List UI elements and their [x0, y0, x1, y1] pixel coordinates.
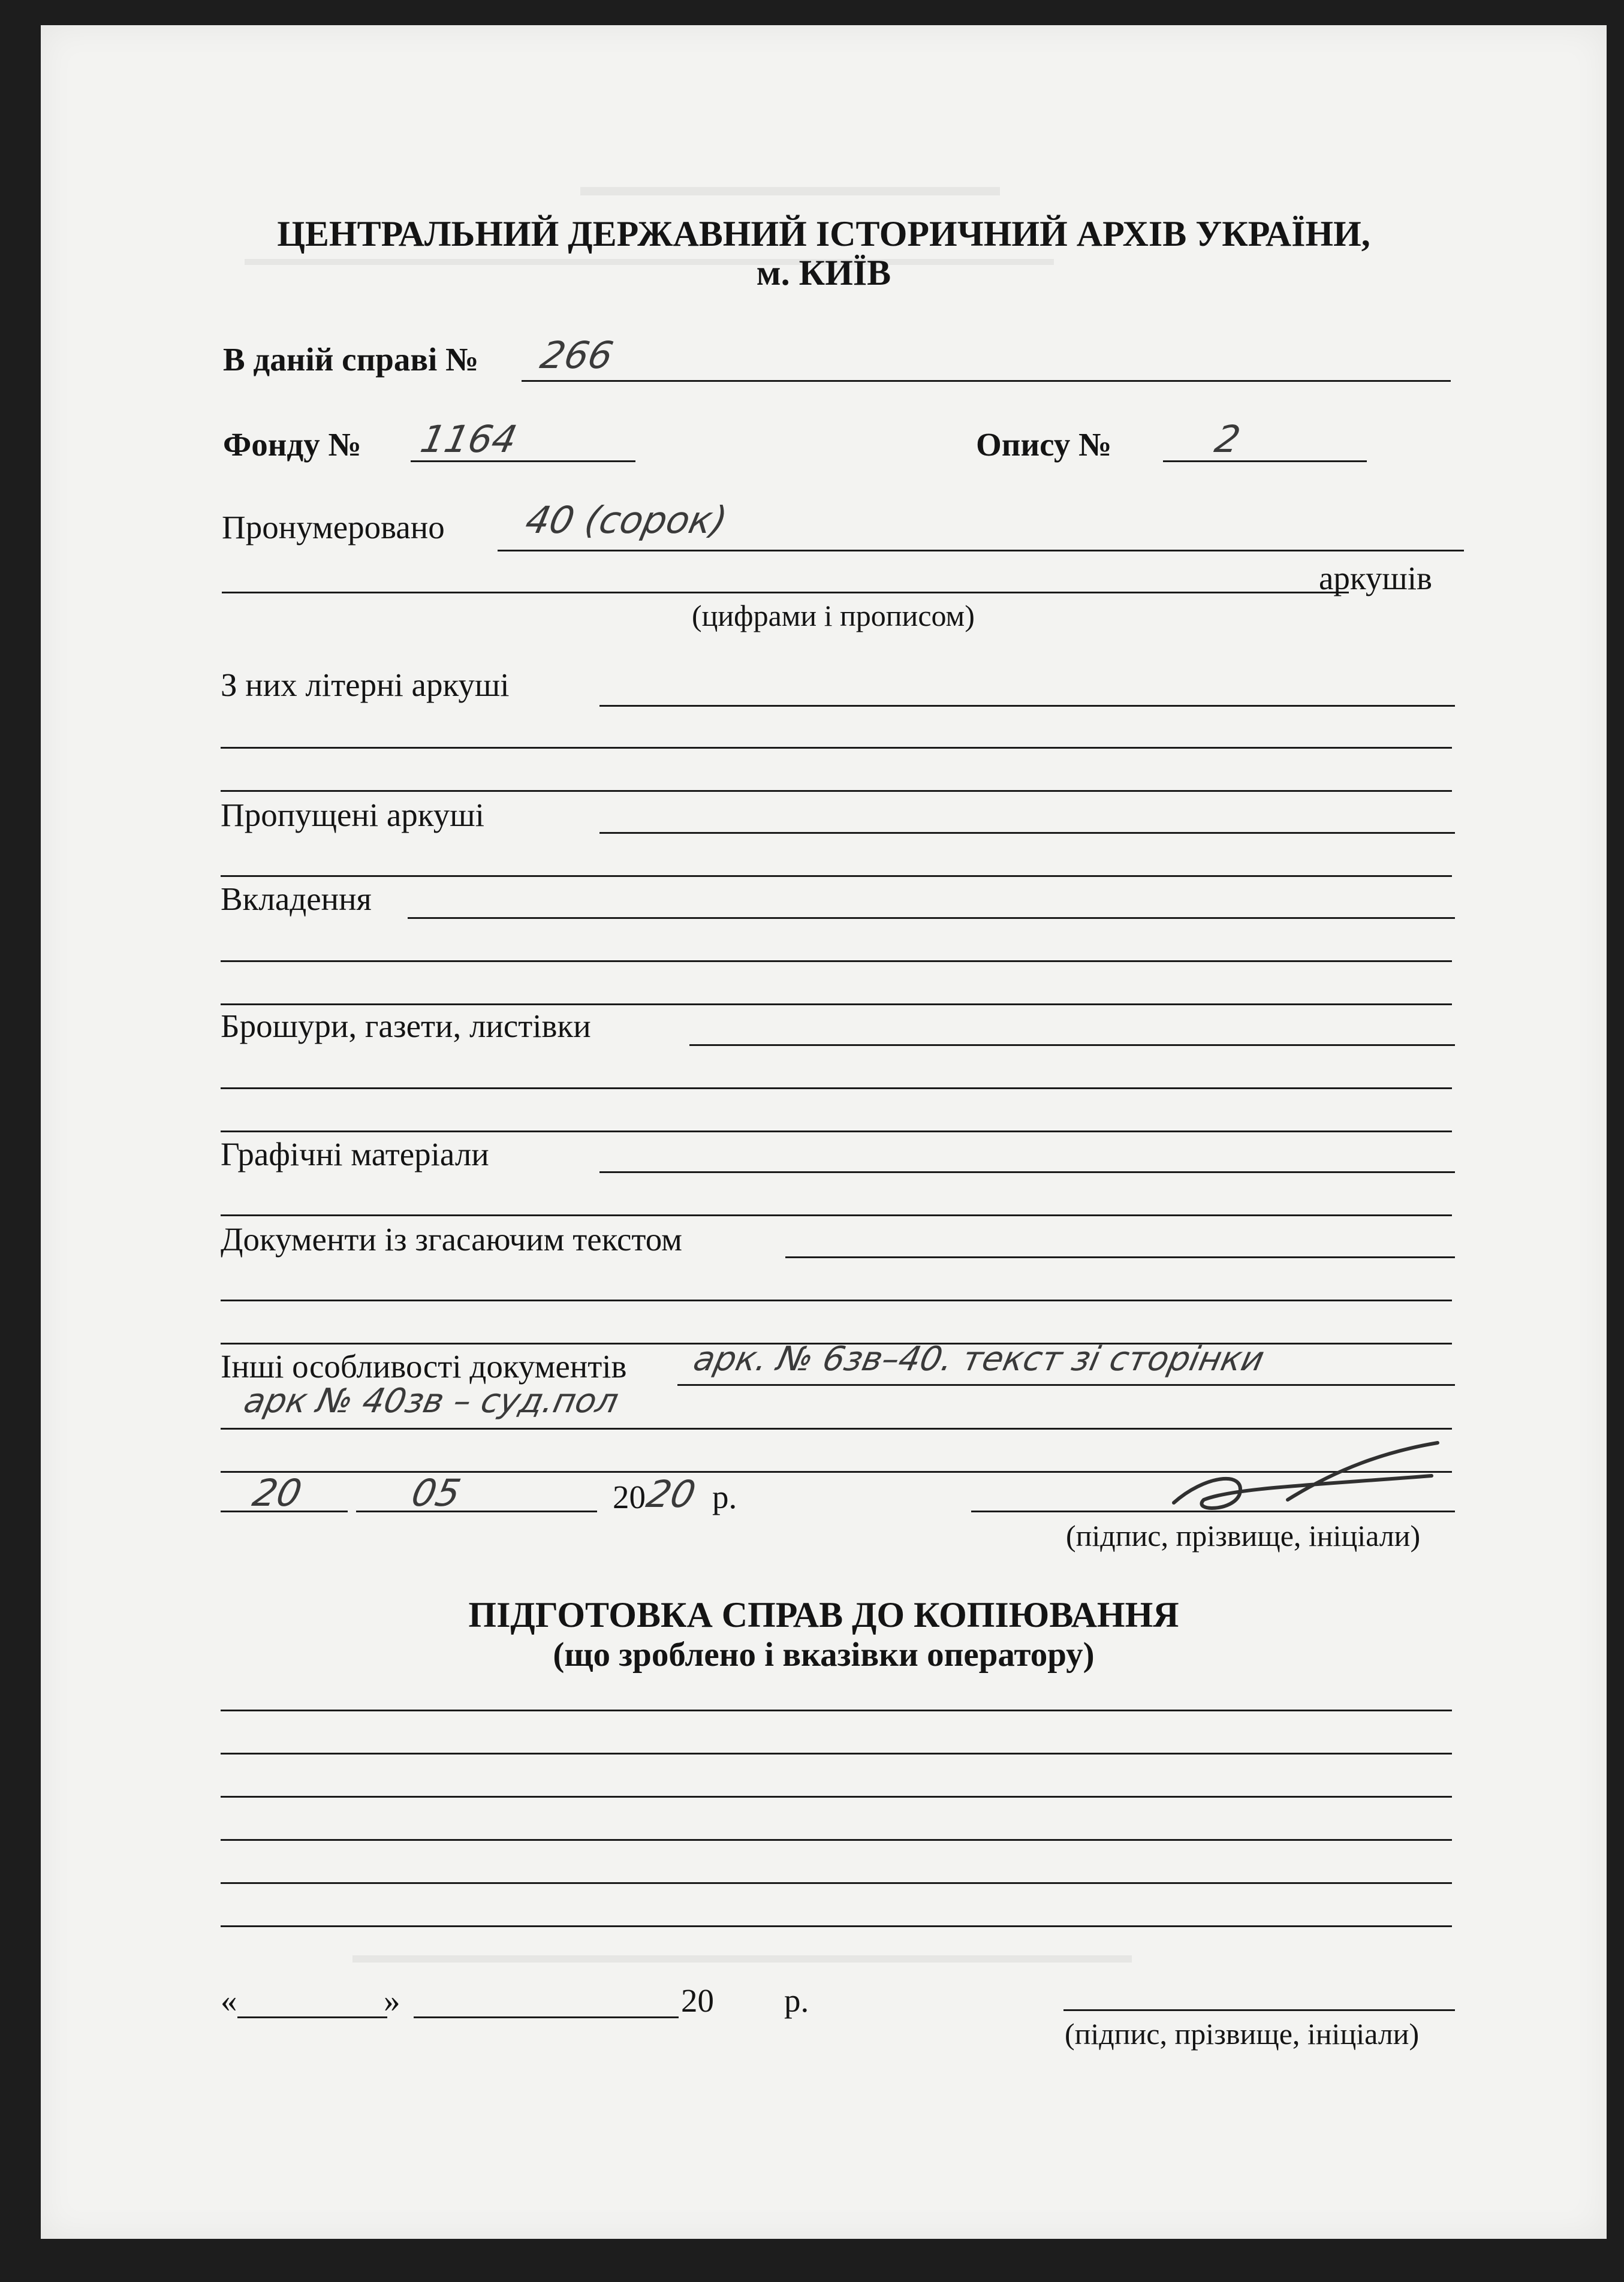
- fading-text-line-2: [221, 1300, 1452, 1301]
- graphics-label: Графічні матеріали: [221, 1136, 489, 1172]
- brochures-line-2: [221, 1087, 1452, 1089]
- date1-month: 05: [408, 1471, 465, 1515]
- copy-prep-subtitle: (що зроблено і вказівки оператору): [553, 1636, 1095, 1674]
- date1-year-suffix: 20: [643, 1472, 700, 1516]
- literal-sheets-line-1: [599, 705, 1455, 707]
- brochures-label: Брошури, газети, листівки: [221, 1008, 591, 1044]
- copy-prep-line-5: [221, 1882, 1452, 1884]
- copy-prep-title: ПІДГОТОВКА СПРАВ ДО КОПІЮВАННЯ: [468, 1595, 1179, 1635]
- brochures-line-1: [689, 1044, 1455, 1046]
- bleed-through-mark: [580, 187, 1000, 195]
- copy-prep-line-4: [221, 1839, 1452, 1841]
- archive-title-line2: м. КИЇВ: [756, 253, 891, 293]
- archive-form-sheet: [41, 25, 1607, 2239]
- date1-year-prefix: 20: [613, 1479, 646, 1515]
- date2-close-quote: »: [384, 1982, 400, 2019]
- date1-day: 20: [249, 1471, 306, 1515]
- date2-month-line: [414, 2016, 679, 2018]
- attachments-line-2: [221, 960, 1452, 962]
- date2-year-prefix: 20: [681, 1982, 714, 2019]
- date2-signature-line: [1063, 2009, 1455, 2011]
- case-number-label: В даній справі №: [223, 341, 479, 378]
- numbered-value: 40 (сорок): [522, 498, 731, 542]
- missing-sheets-line-1: [599, 832, 1455, 834]
- copy-prep-line-3: [221, 1796, 1452, 1798]
- attachments-label: Вкладення: [221, 881, 372, 917]
- date1-signature-caption: (підпис, прізвище, ініціали): [1066, 1519, 1421, 1553]
- copy-prep-line-1: [221, 1710, 1452, 1711]
- missing-sheets-label: Пропущені аркуші: [221, 797, 484, 833]
- other-features-value-2: арк № 40зв – суд.пол: [240, 1382, 622, 1421]
- date2-day-line: [237, 2016, 387, 2018]
- graphics-line-1: [599, 1171, 1455, 1173]
- graphics-line-2: [221, 1214, 1452, 1216]
- numbered-caption: (цифрами і прописом): [692, 599, 975, 632]
- fond-value: 1164: [417, 417, 521, 461]
- literal-sheets-line-3: [221, 790, 1452, 792]
- brochures-line-3: [221, 1131, 1452, 1132]
- date2-year-r: р.: [784, 1982, 809, 2019]
- case-number-line: [522, 380, 1451, 382]
- other-features-line-2: [221, 1428, 1452, 1430]
- copy-prep-line-6: [221, 1925, 1452, 1927]
- other-features-line-1: [677, 1384, 1455, 1386]
- literal-sheets-label: З них літерні аркуші: [221, 667, 510, 703]
- other-features-value-1: арк. № 6зв–40. текст зі сторінки: [690, 1340, 1268, 1379]
- missing-sheets-line-2: [221, 875, 1452, 877]
- opys-line: [1163, 460, 1367, 462]
- opys-value: 2: [1211, 417, 1245, 461]
- numbered-line-1: [498, 550, 1464, 551]
- fading-text-line-1: [785, 1256, 1455, 1258]
- bleed-through-mark: [352, 1955, 1132, 1963]
- other-features-label: Інші особливості документів: [221, 1348, 627, 1385]
- attachments-line-1: [408, 917, 1455, 919]
- fading-text-label: Документи із згасаючим текстом: [221, 1221, 682, 1258]
- archive-title-line1: ЦЕНТРАЛЬНИЙ ДЕРЖАВНИЙ ІСТОРИЧНИЙ АРХІВ УКРАЇНИ,: [277, 214, 1370, 254]
- date2-open-quote: «: [221, 1982, 237, 2019]
- numbered-label: Пронумеровано: [222, 509, 445, 545]
- case-number-value: 266: [537, 333, 617, 377]
- date2-signature-caption: (підпис, прізвище, ініціали): [1065, 2017, 1420, 2051]
- literal-sheets-line-2: [221, 747, 1452, 749]
- numbered-suffix: аркушів: [1319, 560, 1432, 596]
- attachments-line-3: [221, 1003, 1452, 1005]
- copy-prep-line-2: [221, 1753, 1452, 1755]
- date1-month-line: [356, 1511, 597, 1512]
- fond-label: Фонду №: [223, 426, 361, 463]
- signature-mark: [1168, 1434, 1444, 1518]
- opys-label: Опису №: [976, 426, 1112, 463]
- date1-year-r: р.: [712, 1479, 737, 1515]
- numbered-line-2: [222, 592, 1349, 593]
